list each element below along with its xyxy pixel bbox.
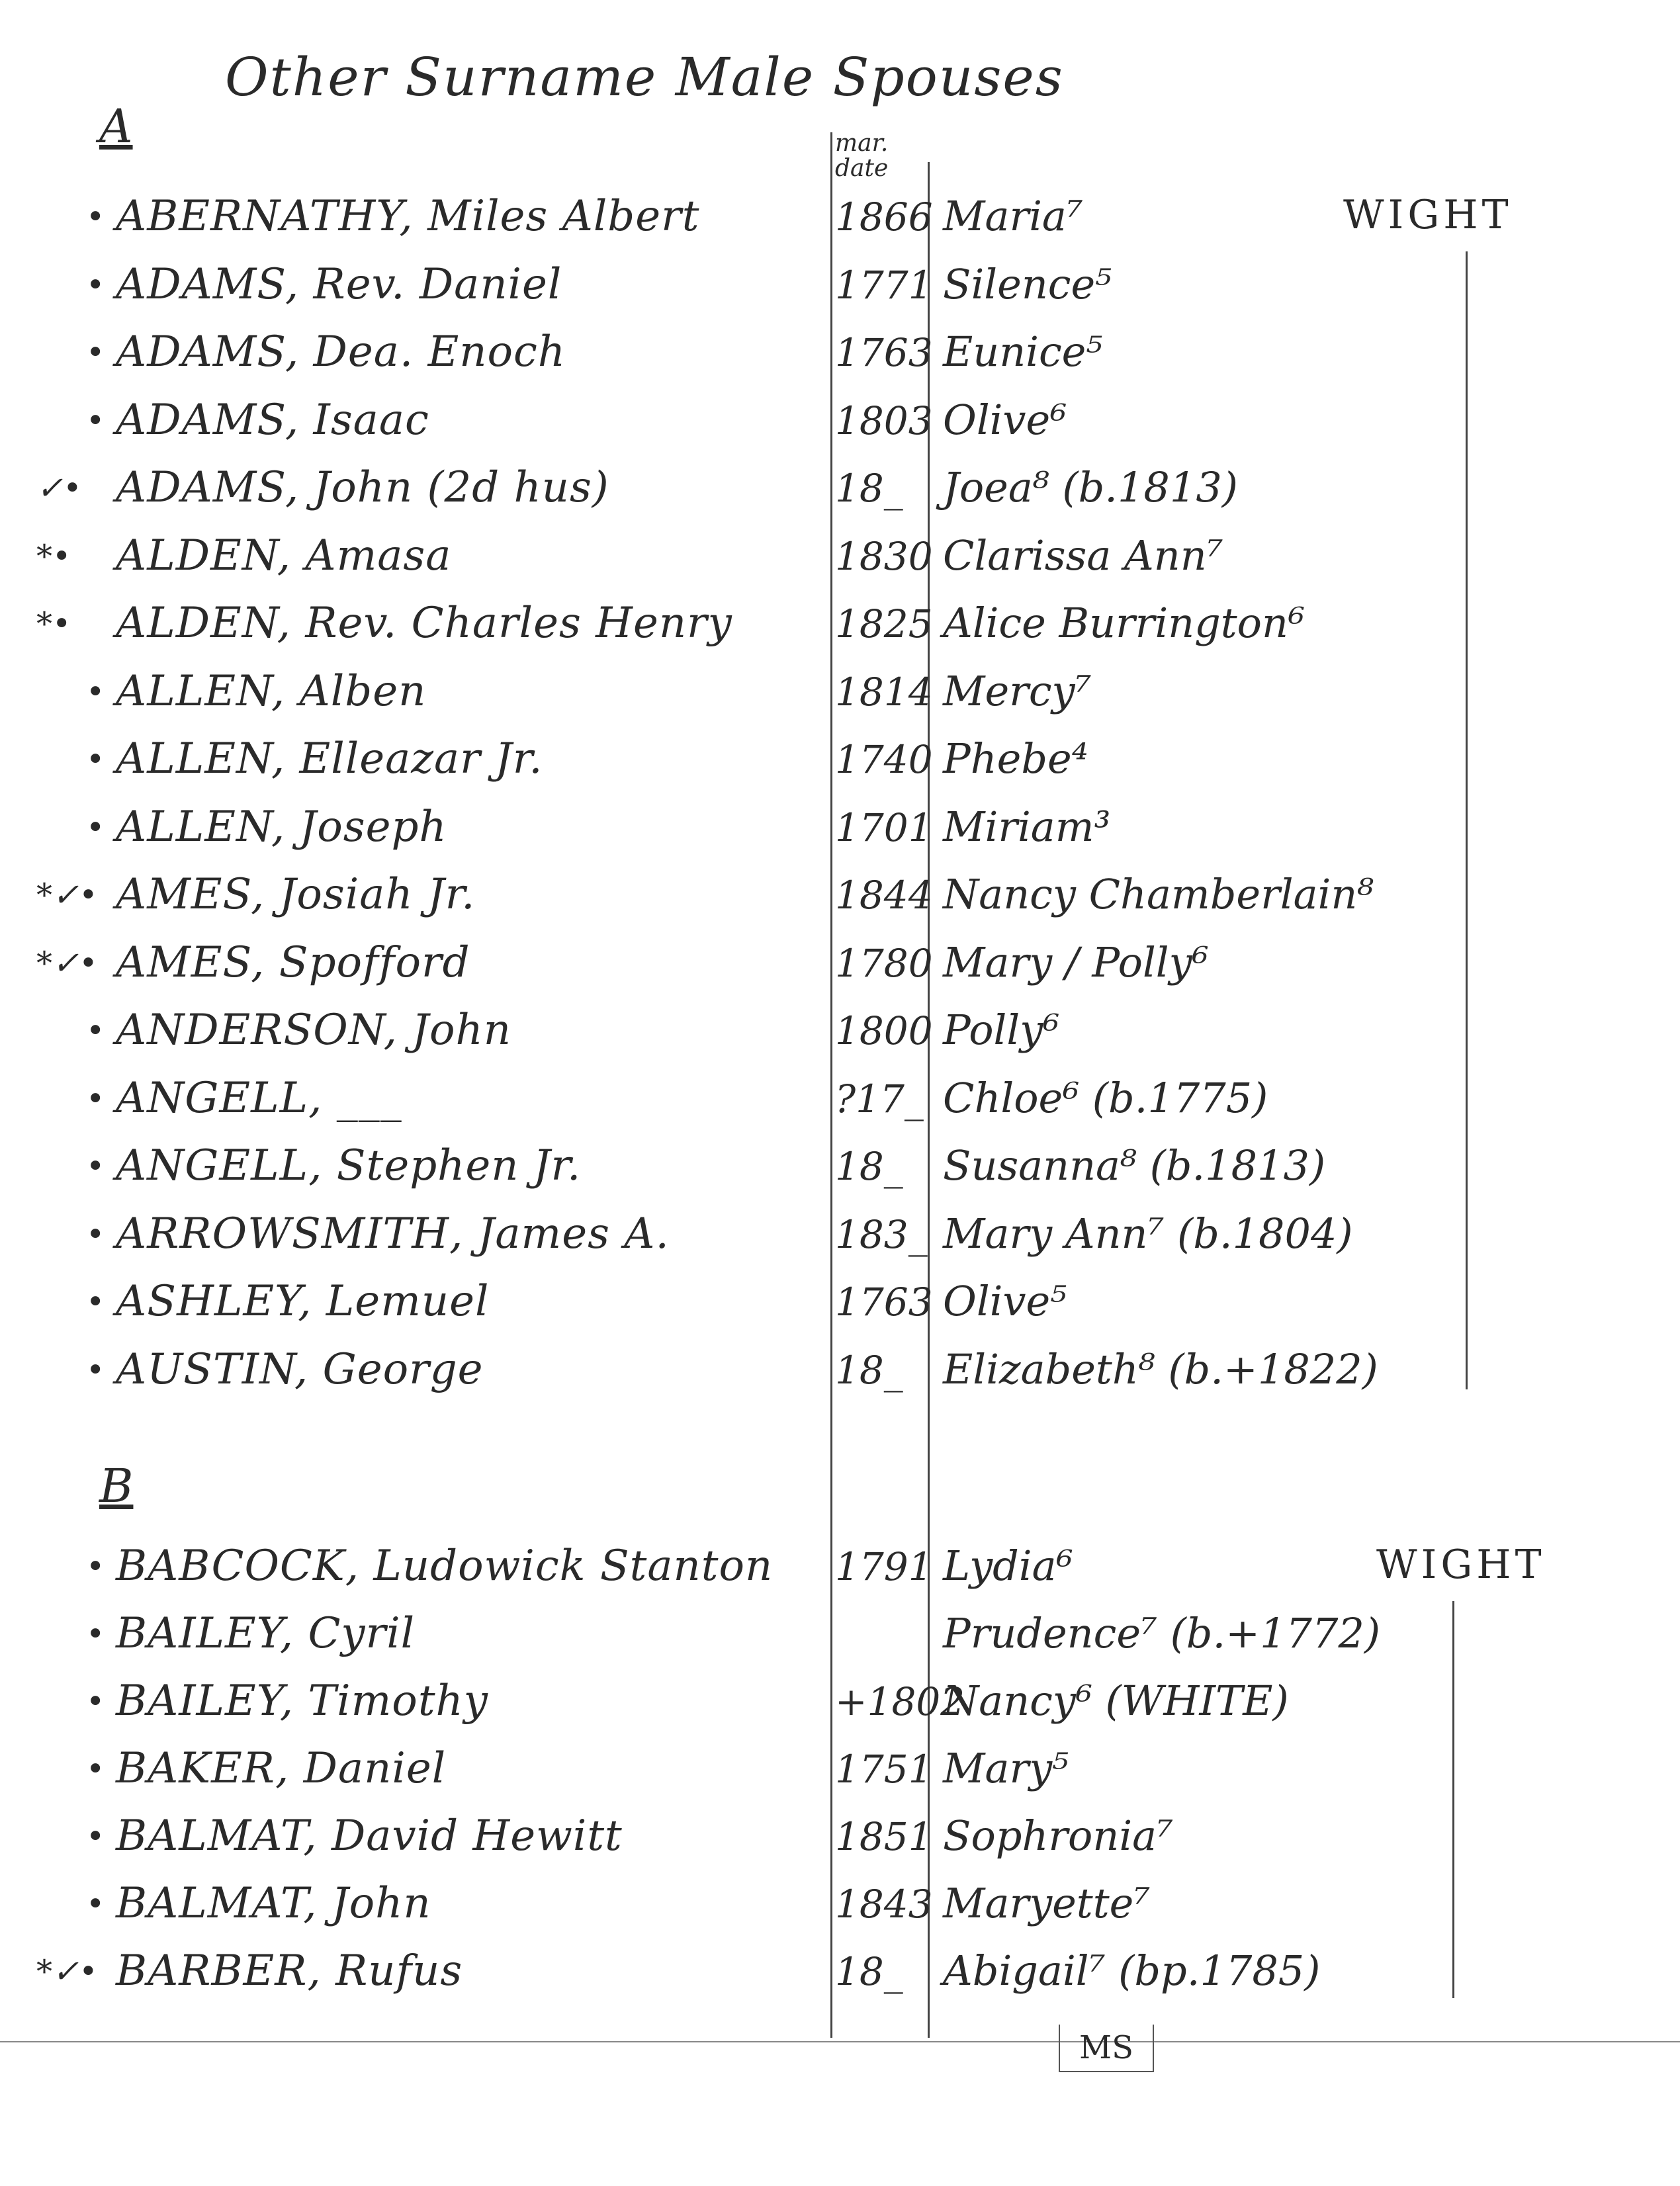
row-mark: • [86, 267, 105, 304]
marriage-date: 1851 [835, 1814, 933, 1859]
row-mark: • [86, 198, 105, 236]
row-mark: • [86, 1080, 105, 1117]
marriage-date: 18_ [835, 1348, 903, 1393]
marriage-date: 1800 [835, 1008, 933, 1053]
row-mark: ✓• [36, 470, 82, 507]
male-spouse-name: BAILEY, Timothy [116, 1677, 488, 1726]
row-mark: • [86, 1548, 105, 1585]
male-spouse-name: ANGELL, ___ [116, 1074, 402, 1123]
row-mark: • [86, 1886, 105, 1923]
row-mark: *✓• [36, 877, 98, 914]
wight-bracket-line-a [1466, 251, 1468, 1389]
male-spouse-name: AUSTIN, George [116, 1345, 484, 1394]
wife-name: Mary⁵ [943, 1744, 1069, 1792]
row-mark: *• [36, 605, 71, 642]
marriage-date: 1803 [835, 398, 933, 443]
section-letter-b: B [99, 1459, 134, 1513]
wife-name: Lydia⁶ [943, 1542, 1073, 1590]
page-title: Other Surname Male Spouses [225, 46, 1064, 108]
wife-name: Silence⁵ [943, 260, 1112, 308]
wife-name: Alice Burrington⁶ [943, 599, 1305, 647]
male-spouse-name: BAILEY, Cyril [116, 1609, 416, 1658]
male-spouse-name: ADAMS, Dea. Enoch [116, 328, 566, 376]
row-mark: • [86, 1616, 105, 1653]
date-column-left-line [830, 132, 832, 2038]
wife-name: Eunice⁵ [943, 328, 1103, 376]
male-spouse-name: BALMAT, David Hewitt [116, 1812, 623, 1860]
family-label: WIGHT [1376, 1542, 1546, 1588]
wife-name: Maria⁷ [943, 192, 1083, 240]
row-mark: • [86, 334, 105, 371]
wife-name: Abigail⁷ (bp.1785) [943, 1946, 1321, 1995]
male-spouse-name: ANGELL, Stephen Jr. [116, 1141, 582, 1190]
marriage-date: 18_ [835, 466, 903, 511]
marriage-date: 1825 [835, 601, 933, 646]
marriage-date: 1866 [835, 195, 933, 240]
male-spouse-name: BABCOCK, Ludowick Stanton [116, 1542, 774, 1591]
wife-name: Mary / Polly⁶ [943, 938, 1209, 986]
row-mark: • [86, 809, 105, 846]
row-mark: • [86, 1148, 105, 1185]
marriage-date: 1701 [835, 805, 933, 850]
marriage-date: 183_ [835, 1212, 928, 1257]
male-spouse-name: ARROWSMITH, James A. [116, 1209, 670, 1258]
male-spouse-name: ALLEN, Joseph [116, 803, 447, 852]
marriage-date: 1844 [835, 873, 933, 918]
male-spouse-name: BARBER, Rufus [116, 1946, 463, 1995]
date-column-header: mar. date [835, 130, 889, 182]
wife-name: Elizabeth⁸ (b.+1822) [943, 1345, 1378, 1393]
wife-name: Nancy⁶ (WHITE) [943, 1677, 1289, 1725]
wife-name: Sophronia⁷ [943, 1812, 1173, 1860]
row-mark: • [86, 1352, 105, 1389]
wight-bracket-line-b [1452, 1601, 1454, 1998]
wife-name: Mercy⁷ [943, 667, 1092, 715]
row-mark: • [86, 1683, 105, 1720]
wife-name: Chloe⁶ (b.1775) [943, 1074, 1268, 1122]
marriage-date: 18_ [835, 1144, 903, 1189]
wife-name: Miriam³ [943, 803, 1111, 851]
male-spouse-name: BALMAT, John [116, 1879, 431, 1928]
marriage-date: 1814 [835, 670, 933, 715]
wife-name: Phebe⁴ [943, 734, 1088, 783]
male-spouse-name: ANDERSON, John [116, 1006, 511, 1055]
marriage-date: 1763 [835, 1280, 933, 1325]
row-mark: • [86, 1751, 105, 1788]
male-spouse-name: ALLEN, Alben [116, 667, 427, 716]
male-spouse-name: ALLEN, Elleazar Jr. [116, 734, 543, 783]
row-mark: • [86, 674, 105, 711]
wife-name: Polly⁶ [943, 1006, 1060, 1054]
wife-name: Olive⁵ [943, 1277, 1067, 1325]
male-spouse-name: ADAMS, Isaac [116, 396, 429, 445]
row-mark: • [86, 1284, 105, 1321]
row-mark: *• [36, 538, 71, 575]
wife-name: Prudence⁷ (b.+1772) [943, 1609, 1381, 1657]
row-mark: *✓• [36, 945, 98, 982]
marriage-date: 1830 [835, 534, 933, 579]
male-spouse-name: ABERNATHY, Miles Albert [116, 192, 700, 241]
male-spouse-name: AMES, Spofford [116, 938, 470, 987]
row-mark: • [86, 1012, 105, 1049]
footer-code: MS [1059, 2025, 1154, 2072]
row-mark: • [86, 402, 105, 439]
male-spouse-name: ALDEN, Amasa [116, 531, 452, 580]
row-mark: • [86, 1216, 105, 1253]
male-spouse-name: ASHLEY, Lemuel [116, 1277, 490, 1326]
marriage-date: 1791 [835, 1544, 933, 1589]
bottom-divider [0, 2041, 1680, 2042]
family-label: WIGHT [1343, 192, 1513, 238]
male-spouse-name: ALDEN, Rev. Charles Henry [116, 599, 732, 648]
wife-name: Olive⁶ [943, 396, 1067, 444]
marriage-date: 18_ [835, 1949, 903, 1994]
wife-name: Susanna⁸ (b.1813) [943, 1141, 1326, 1190]
section-letter-a: A [99, 99, 133, 153]
marriage-date: +1802 [835, 1679, 965, 1724]
marriage-date: 1740 [835, 737, 933, 782]
wife-name: Nancy Chamberlain⁸ [943, 870, 1374, 918]
male-spouse-name: BAKER, Daniel [116, 1744, 447, 1793]
male-spouse-name: ADAMS, Rev. Daniel [116, 260, 562, 309]
wife-name: Joea⁸ (b.1813) [943, 463, 1238, 511]
marriage-date: 1751 [835, 1747, 933, 1792]
wife-name: Clarissa Ann⁷ [943, 531, 1223, 580]
marriage-date: 1843 [835, 1882, 933, 1927]
wife-name: Maryette⁷ [943, 1879, 1151, 1927]
row-mark: • [86, 1818, 105, 1855]
male-spouse-name: AMES, Josiah Jr. [116, 870, 476, 919]
wife-name: Mary Ann⁷ (b.1804) [943, 1209, 1353, 1258]
marriage-date: 1763 [835, 330, 933, 375]
marriage-date: ?17_ [835, 1076, 924, 1121]
male-spouse-name: ADAMS, John (2d hus) [116, 463, 609, 512]
row-mark: *✓• [36, 1953, 98, 1990]
marriage-date: 1780 [835, 941, 933, 986]
marriage-date: 1771 [835, 263, 933, 308]
row-mark: • [86, 741, 105, 778]
